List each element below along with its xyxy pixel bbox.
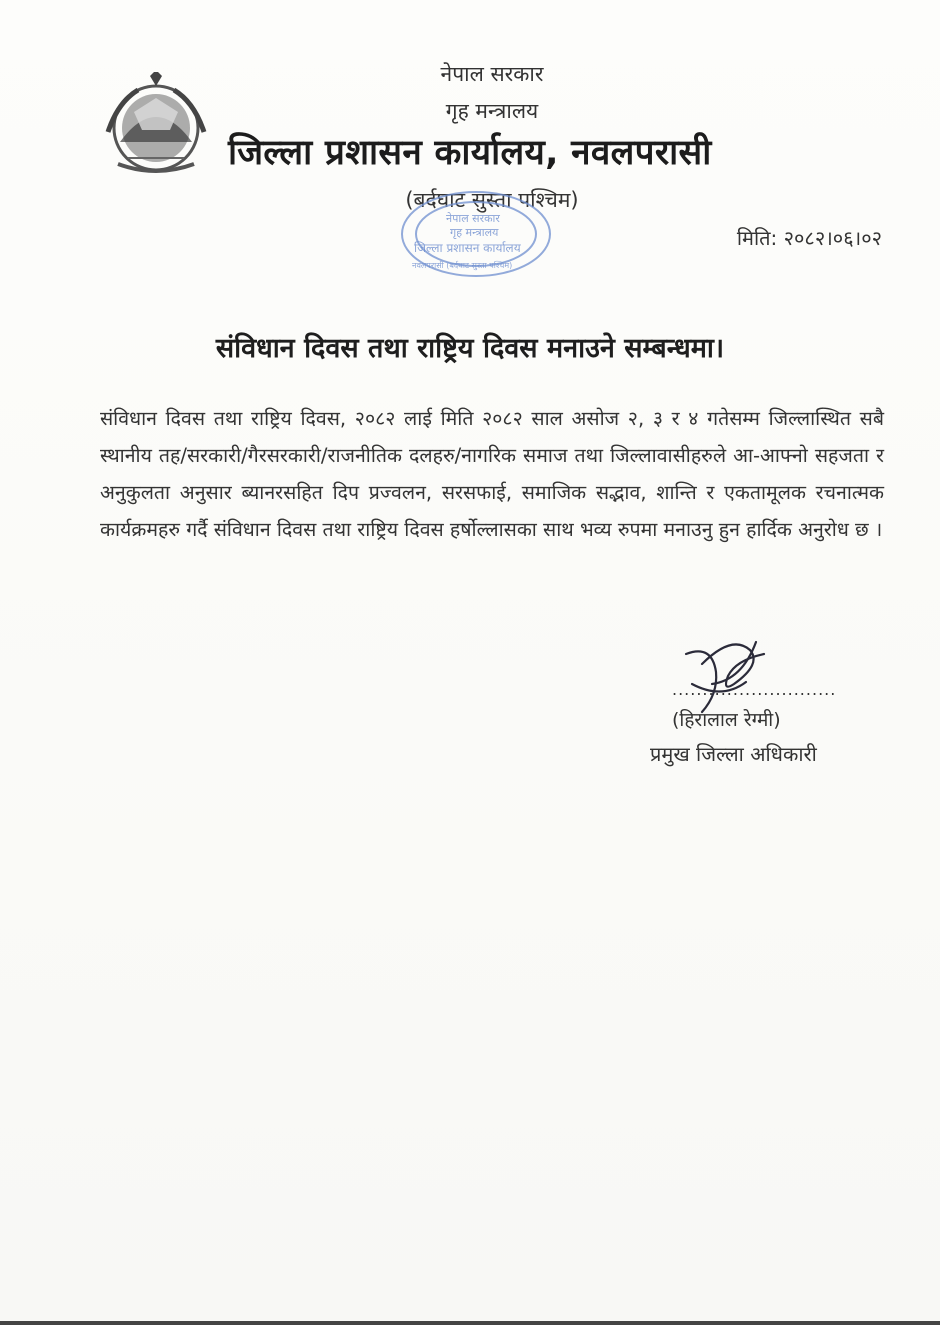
office-stamp [396,186,556,282]
signature-line: ........................... [672,680,837,699]
ministry-name: गृह मन्त्रालय [445,99,539,123]
stamp-line-4: नवलपरासी (बर्दघाट सुस्ता पश्चिम) [412,261,513,270]
page-bottom-edge [0,1321,940,1325]
stamp-line-1: नेपाल सरकार [446,212,500,225]
government-name: नेपाल सरकार [440,62,544,86]
office-location: (बर्दघाट सुस्ता पश्चिम) [405,188,579,212]
signatory-name: (हिरालाल रेग्मी) [672,709,781,731]
stamp-line-3: जिल्ला प्रशासन कार्यालय [414,241,521,255]
office-name: जिल्ला प्रशासन कार्यालय, नवलपरासी [228,133,712,173]
letter-date: मिति: २०८२।०६।०२ [736,226,882,250]
letter-subject: संविधान दिवस तथा राष्ट्रिय दिवस मनाउने सम्बन्धमा। [215,333,725,364]
signatory-title: प्रमुख जिल्ला अधिकारी [650,742,817,766]
letter-body: संविधान दिवस तथा राष्ट्रिय दिवस, २०८२ लाई मिति २०८२ साल असोज २, ३ र ४ गतेसम्म जिल्लास्थित सबै स्थानीय तह/सरकारी/गैरसरकारी/राजनीतिक दलहरु/नागरिक समाज तथा जिल्लावासीहरुले आ-आफ्नो सहजता र अनुकुलता अनुसार ब्यानरसहित दिप प्रज्वलन, सरसफाई, समाजिक सद्भाव, शान्ति र एकतामूलक रचनात्मक कार्यक्रमहरु गर्दै संविधान दिवस तथा राष्ट्रिय दिवस हर्षोल्लासका साथ भव्य रुपमा मनाउनु हुन हार्दिक अनुरोध छ । [100,407,884,541]
stamp-line-2: गृह मन्त्रालय [450,226,499,239]
